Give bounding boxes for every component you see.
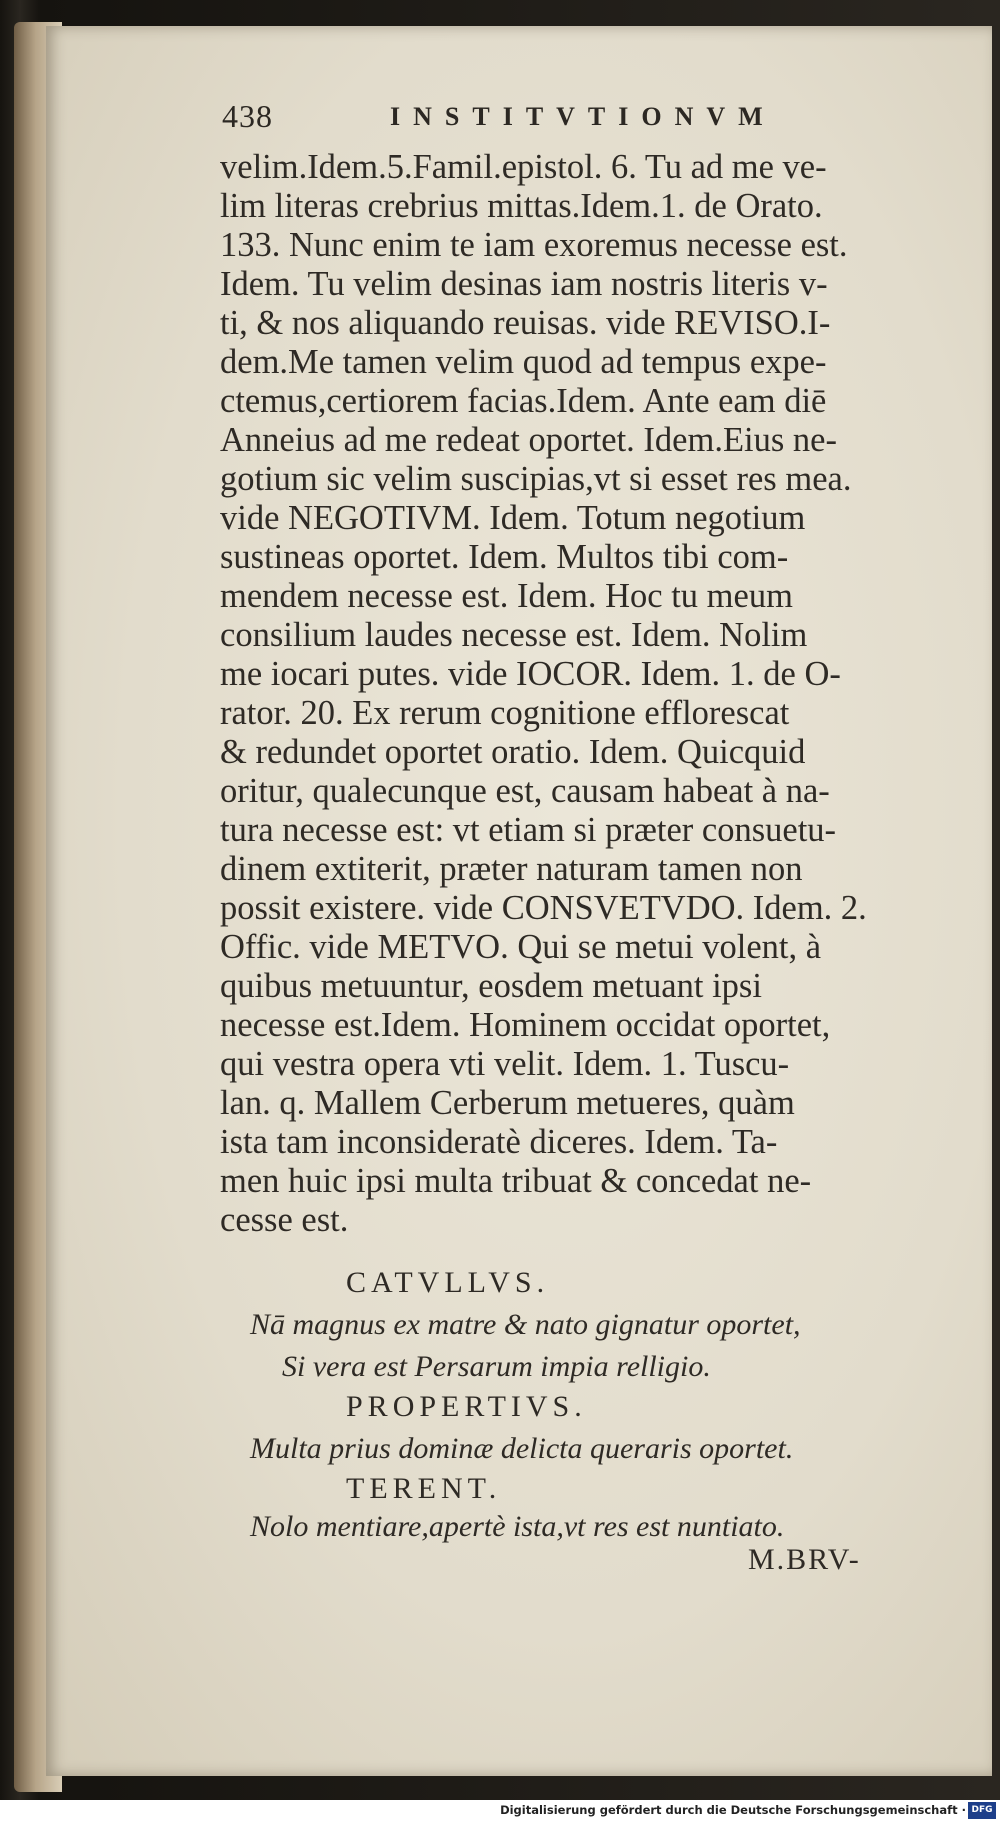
text-line: rator. 20. Ex rerum cognitione efflorescat [220,694,790,732]
text-line: necesse est.Idem. Hominem occidat oportet, [220,1006,831,1044]
text-line: mendem necesse est. Idem. Hoc tu meum [220,577,793,615]
verse-line: Multa prius dominæ delicta queraris oportet. [250,1432,794,1465]
text-line: sustineas oportet. Idem. Multos tibi com- [220,538,789,576]
text-line: tura necesse est: vt etiam si præter consuetu- [220,811,837,849]
text-line: men huic ipsi multa tribuat & concedat ne- [220,1162,812,1200]
text-line: Idem. Tu velim desinas iam nostris literis v- [220,265,828,303]
footer-strip [0,1800,1000,1822]
verse-line: Nolo mentiare,apertè ista,vt res est nuntiato. [250,1510,785,1543]
page-number: 438 [222,98,273,134]
text-line: cesse est. [220,1201,349,1239]
text-line: Offic. vide METVO. Qui se metui volent, à [220,928,822,966]
text-line: ti, & nos aliquando reuisas. vide REVISO.I- [220,304,831,342]
text-line: ista tam inconsideratè diceres. Idem. Ta- [220,1123,778,1161]
text-line: possit existere. vide CONSVETVDO. Idem. 2. [220,889,867,927]
page-header [222,98,862,142]
text-line: Anneius ad me redeat oportet. Idem.Eius ne- [220,421,837,459]
text-line: dem.Me tamen velim quod ad tempus expe- [220,343,827,381]
text-line: consilium laudes necesse est. Idem. Nolim [220,616,808,654]
text-line: dinem extiterit, præter naturam tamen non [220,850,803,888]
digitization-credit: Digitalisierung gefördert durch die Deutsche Forschungsgemeinschaft · [500,1803,966,1817]
verse-line: Nā magnus ex matre & nato gignatur oportet, [250,1308,801,1341]
catchword: M.BRV- [748,1543,861,1576]
text-line: me iocari putes. vide IOCOR. Idem. 1. de O- [220,655,841,693]
body-text [220,148,910,1240]
running-title: INSTITVTIONVM [390,102,776,131]
section-heading-catullus: CATVLLVS. [346,1266,550,1299]
section-heading-terent: TERENT. [346,1472,502,1505]
text-line: lan. q. Mallem Cerberum metueres, quàm [220,1084,795,1122]
section-heading-propertius: PROPERTIVS. [346,1390,587,1423]
verse-line: Si vera est Persarum impia relligio. [282,1350,711,1383]
text-line: quibus metuuntur, eosdem metuant ipsi [220,967,762,1005]
text-line: & redundet oportet oratio. Idem. Quicquid [220,733,806,771]
text-line: gotium sic velim suscipias,vt si esset res mea. [220,460,852,498]
text-line: 133. Nunc enim te iam exoremus necesse est. [220,226,848,264]
dfg-logo: DFG [968,1802,996,1819]
text-line: ctemus,certiorem facias.Idem. Ante eam diē [220,382,827,420]
text-line: vide NEGOTIVM. Idem. Totum negotium [220,499,806,537]
text-line: oritur, qualecunque est, causam habeat à na- [220,772,830,810]
text-line: qui vestra opera vti velit. Idem. 1. Tuscu- [220,1045,790,1083]
text-line: lim literas crebrius mittas.Idem.1. de Orato. [220,187,823,225]
text-line: velim.Idem.5.Famil.epistol. 6. Tu ad me ve- [220,148,827,186]
